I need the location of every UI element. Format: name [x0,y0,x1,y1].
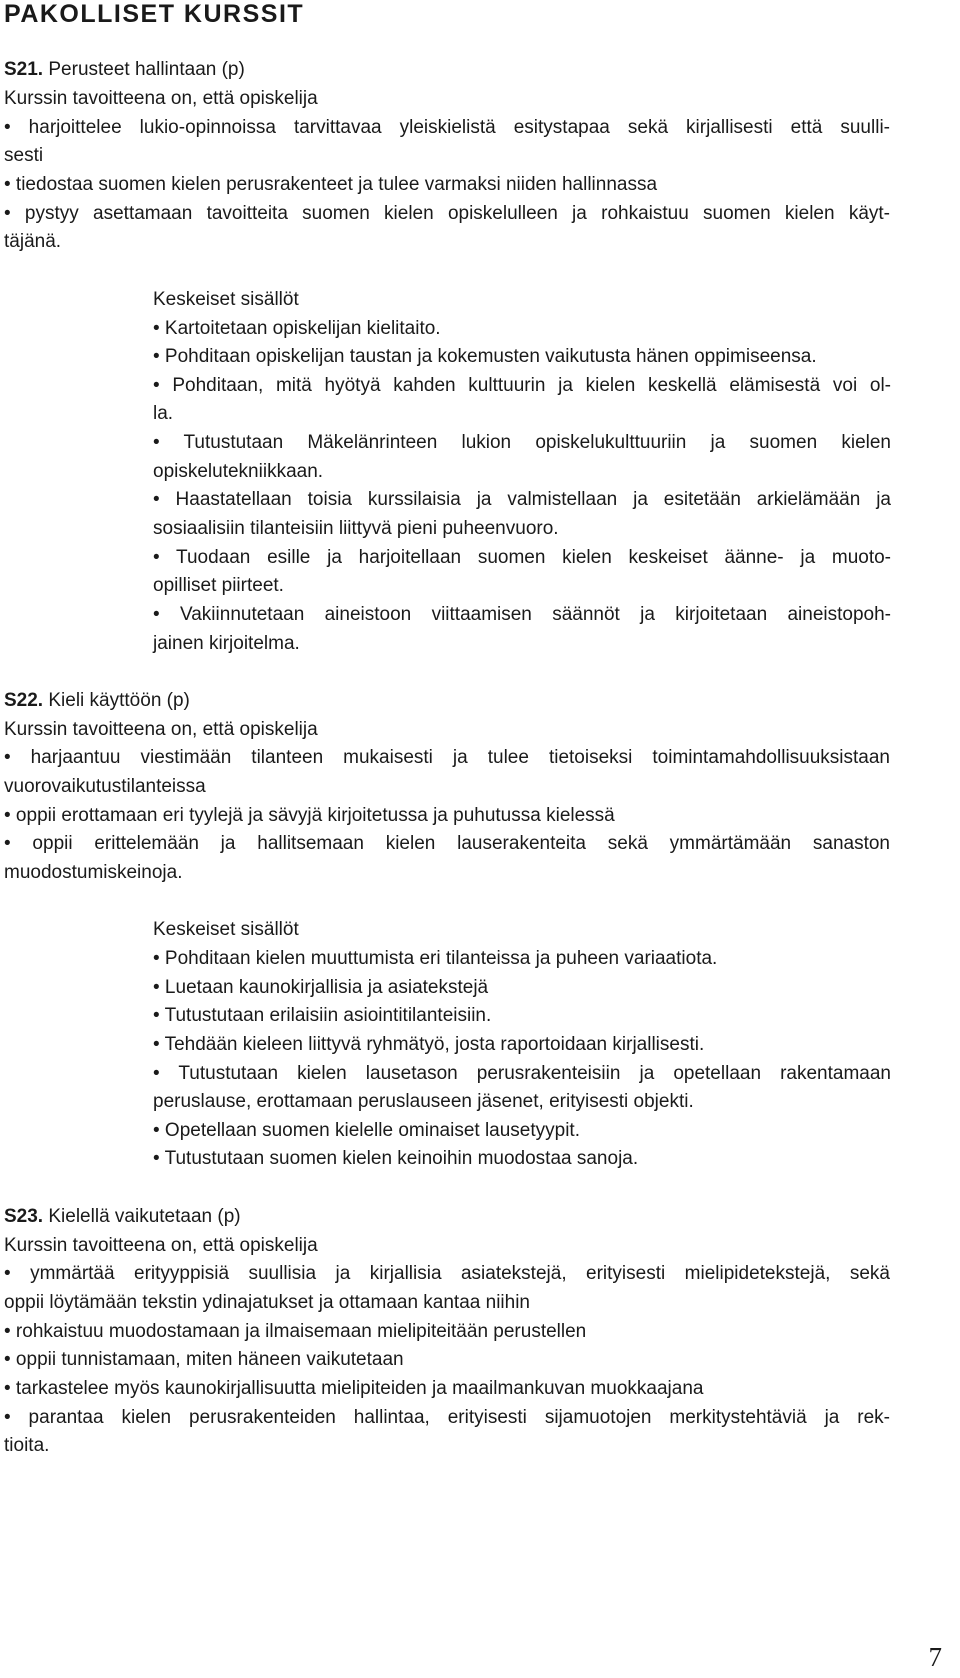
content-item-cont: sosiaalisiin tilanteisiin liittyvä pieni puheenvuoro. [153,518,559,539]
objective-item: • ymmärtää erityyppisiä suullisia ja kirjallisia asiatekstejä, erityisesti mielipidetekstejä, sekä [4,1263,890,1284]
content-item: • Tutustutaan Mäkelänrinteen lukion opiskelukulttuuriin ja suomen kielen [153,432,891,453]
content-item: • Tutustutaan suomen kielen keinoihin muodostaa sanoja. [153,1148,639,1169]
content-item: • Luetaan kaunokirjallisia ja asiatekstejä [153,977,489,998]
course-code: S21. [4,59,44,80]
content-item-cont: la. [153,403,174,424]
objective-intro: Kurssin tavoitteena on, että opiskelija [4,88,318,109]
course-name: Perusteet hallintaan (p) [48,59,245,80]
objective-item: • tarkastelee myös kaunokirjallisuutta mielipiteiden ja maailmankuvan muokkaajana [4,1378,704,1399]
course-title-s23 [4,1207,241,1226]
content-item: • Tutustutaan erilaisiin asiointitilanteisiin. [153,1005,492,1026]
contents-heading: Keskeiset sisällöt [153,919,299,940]
content-item-cont: opiskelutekniikkaan. [153,461,324,482]
content-item: • Vakiinnutetaan aineistoon viittaamisen säännöt ja kirjoitetaan aineistopoh- [153,604,891,625]
content-item: • Opetellaan suomen kielelle ominaiset lausetyypit. [153,1120,580,1141]
content-item: • Haastatellaan toisia kurssilaisia ja valmistellaan ja esitetään arkielämään ja [153,489,891,510]
course-code: S23. [4,1206,44,1227]
objective-item: • oppii tunnistamaan, miten häneen vaikutetaan [4,1349,404,1370]
objective-intro: Kurssin tavoitteena on, että opiskelija [4,1235,318,1256]
objective-item-cont: tioita. [4,1435,50,1456]
course-name: Kielellä vaikutetaan (p) [48,1206,241,1227]
content-item: • Pohditaan kielen muuttumista eri tilanteissa ja puheen variaatiota. [153,948,718,969]
content-item: • Pohditaan, mitä hyötyä kahden kulttuurin ja kielen keskellä elämisestä voi ol- [153,375,891,396]
objective-item-cont: muodostumiskeinoja. [4,862,183,883]
objective-item: • pystyy asettamaan tavoitteita suomen kielen opiskelulleen ja rohkaistuu suomen kielen käyt- [4,203,890,224]
course-title-s22 [4,691,190,710]
course-code: S22. [4,690,44,711]
objective-item-cont: sesti [4,145,44,166]
objective-item: • rohkaistuu muodostamaan ja ilmaisemaan mielipiteitään perustellen [4,1321,587,1342]
contents-heading: Keskeiset sisällöt [153,289,299,310]
content-item: • Pohditaan opiskelijan taustan ja kokemusten vaikutusta hänen oppimiseensa. [153,346,817,367]
course-name: Kieli käyttöön (p) [48,690,190,711]
objective-item: • oppii erottamaan eri tyylejä ja sävyjä kirjoitetussa ja puhutussa kielessä [4,805,615,826]
objective-item: • parantaa kielen perusrakenteiden hallintaa, erityisesti sijamuotojen merkitystehtäviä ja rek- [4,1407,890,1428]
objective-item-cont: vuorovaikutustilanteissa [4,776,206,797]
objective-item: • harjaantuu viestimään tilanteen mukaisesti ja tulee tietoiseksi toimintamahdollisuuksistaan [4,747,890,768]
objective-item: • oppii erittelemään ja hallitsemaan kielen lauserakenteita sekä ymmärtämään sanaston [4,833,890,854]
content-item-cont: opilliset piirteet. [153,575,284,596]
objective-intro: Kurssin tavoitteena on, että opiskelija [4,719,318,740]
content-item: • Tehdään kieleen liittyvä ryhmätyö, josta raportoidaan kirjallisesti. [153,1034,705,1055]
objective-item: • harjoittelee lukio-opinnoissa tarvittavaa yleiskielistä esitystapaa sekä kirjallisesti että suulli- [4,117,890,138]
page-number: 7 [928,1642,942,1672]
objective-item-cont: täjänä. [4,231,62,252]
content-item: • Tutustutaan kielen lausetason perusrakenteisiin ja opetellaan rakentamaan [153,1063,891,1084]
course-title-s21 [4,60,245,79]
objective-item: • tiedostaa suomen kielen perusrakenteet ja tulee varmaksi niiden hallinnassa [4,174,658,195]
page-heading: PAKOLLISET KURSSIT [4,0,305,28]
objective-item-cont: oppii löytämään tekstin ydinajatukset ja ottamaan kantaa niihin [4,1292,530,1313]
content-item: • Tuodaan esille ja harjoitellaan suomen kielen keskeiset äänne- ja muoto- [153,547,891,568]
content-item: • Kartoitetaan opiskelijan kielitaito. [153,318,441,339]
content-item-cont: jainen kirjoitelma. [153,633,300,654]
content-item-cont: peruslause, erottamaan peruslauseen jäsenet, erityisesti objekti. [153,1091,694,1112]
